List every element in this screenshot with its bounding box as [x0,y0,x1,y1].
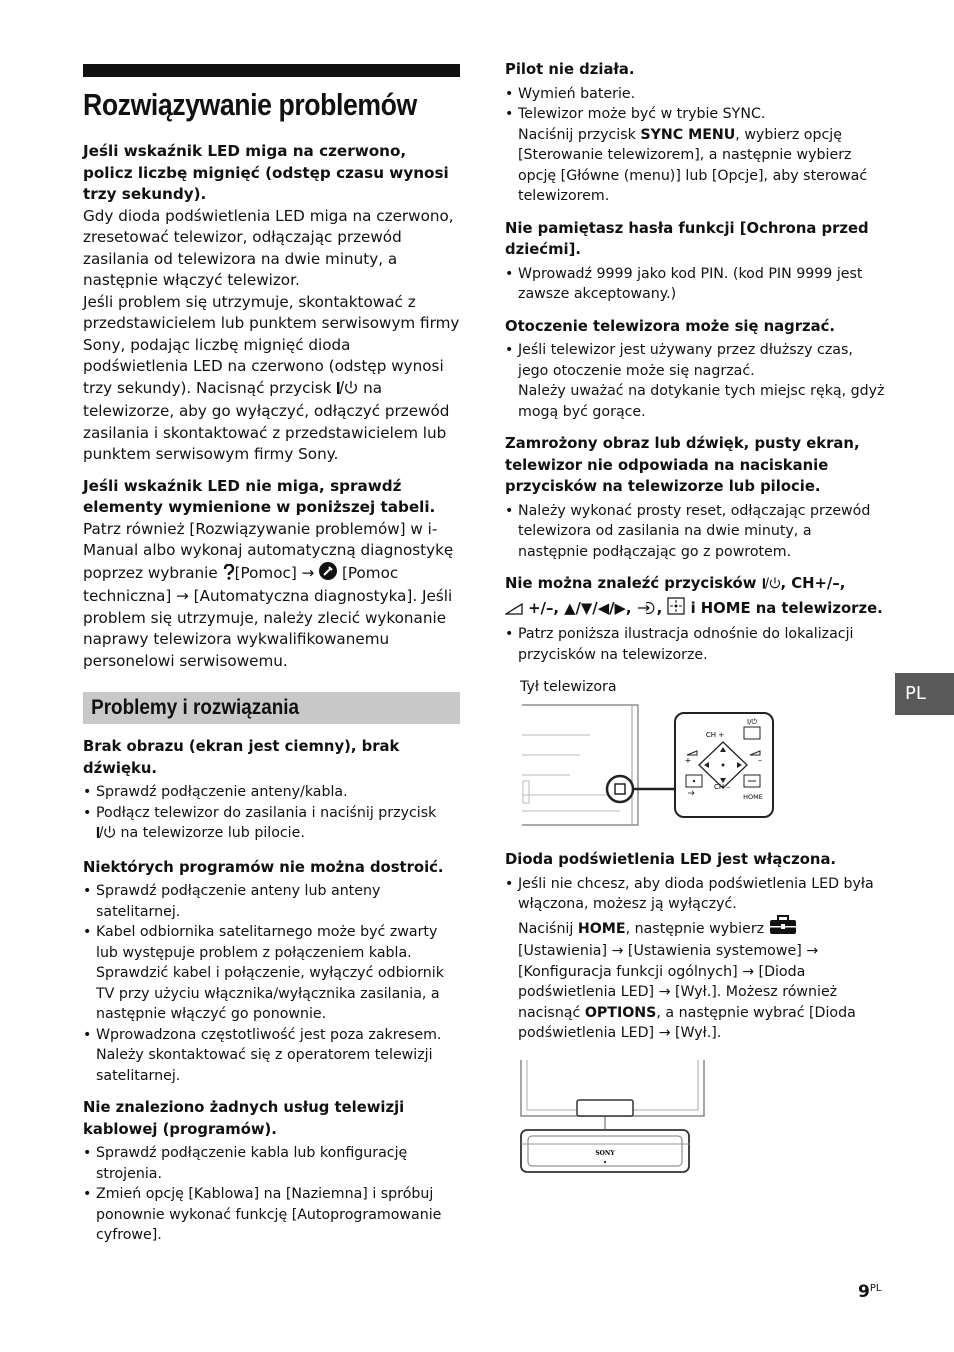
problem-no-picture [83,736,460,846]
power-icon [96,825,116,846]
intro1-body-b: Jeśli problem się utrzymuje, skontaktować z przedstawicielem lub punktem serwisowym firmy Sony, podając liczbę mignięć dioda podświetlenia LED na czerwono (odstęp wynosi trzy sekundy). Nacisnąć przycisk na telewizorze, aby go wyłączyć, odłączyć przewód zasilania i skontaktować z przedstawicielem lub punktem serwisowym firmy Sony. [83,292,460,463]
problem-cable [83,1097,460,1246]
toolbox-icon [769,915,797,942]
help-icon [223,564,235,587]
list-item: • Wymień baterie. [505,84,885,105]
problem-frozen [505,433,885,562]
tv-back-panel [522,705,638,825]
q2-heading: Niektórych programów nie można dostroić. [83,858,444,876]
tv-front-diagram [519,1058,709,1178]
tv-rear-diagram [520,701,800,831]
home-button-label: HOME [577,920,626,937]
power-icon [336,380,358,402]
list-item: • Sprawdź podłączenie anteny lub anteny satelitarnej. [83,881,460,922]
sony-logo: SONY [595,1149,615,1157]
page-number: $9^{PL}$ [858,1282,882,1302]
list-item: • Kabel odbiornika satelitarnego może być zwarty lub występuje problem z połączeniem kabla. Sprawdzić kabel i połączenie, wyłączyć odbiornik TV przy użyciu włącznika/wyłącznika zasilania, a następnie włączyć go ponownie. [83,922,460,1025]
list-item: • Jeśli telewizor jest używany przez dłuższy czas, jego otoczenie może się nagrzać. Należy uważać na dotykanie tych miejsc ręką, gdyż mogą być gorące. [505,340,885,422]
intro1-heading: Jeśli wskaźnik LED miga na czerwono, policz liczbę mignięć (odstęp czasu wynosi trzy sekundy). [83,142,449,203]
select-icon [667,597,685,622]
ch-plus-label: CH + [705,731,725,739]
q1-heading: Brak obrazu (ekran jest ciemny), brak dźwięku. [83,738,400,777]
intro2-body: Patrz również [Rozwiązywanie problemów] w i-Manual albo wykonaj automatyczną diagnostykę poprzez wybranie [Pomoc] → [Pomoc techniczna] → [Automatyczna diagnostyka]. Jeśli problem się utrzymuje, należy zlecić wykonanie naprawy telewizora wykwalifikowanemu personelowi serwisowemu. [83,519,454,670]
r1-heading: Pilot nie działa. [505,61,635,78]
q3-heading: Nie znaleziono żadnych usług telewizji kablowej (programów). [83,1099,405,1138]
ch-minus-label: CH – [714,783,730,791]
vol-minus-label: – [758,756,762,765]
vol-plus-label: + [684,756,692,765]
title-rule [83,64,460,77]
problem-remote [505,59,885,207]
problem-password [505,218,885,305]
problem-led [505,849,885,1044]
svg-text:I/⏻: I/⏻ [747,718,757,726]
right-column [505,59,885,1178]
r6-heading: Dioda podświetlenia LED jest włączona. [505,851,837,868]
intro1-body-a: Gdy dioda podświetlenia LED miga na czerwono, zresetować telewizor, odłączając przewód zasilania od telewizora na dwie minuty, a następnie włączyć telewizor. [83,206,454,289]
support-icon [319,562,337,587]
r4-heading: Zamrożony obraz lub dźwięk, pusty ekran, telewizor nie odpowiada na naciskanie przycisków na telewizorze lub pilocie. [505,435,860,495]
list-item: • Sprawdź podłączenie kabla lub konfigurację strojenia. [83,1143,460,1184]
r5-heading: Nie można znaleźć przycisków , CH+/–, +/–, ▲/▼/◀/▶, , i HOME na telewizorze. [505,573,885,621]
left-column [83,64,460,1257]
button-panel [675,713,773,817]
volume-icon [505,600,523,622]
r3-heading: Otoczenie telewizora może się nagrzać. [505,317,836,335]
section-band: Problemy i rozwiązania [83,692,460,724]
page-title: Rozwiązywanie problemów [83,87,417,122]
home-label: HOME [743,793,763,801]
list-item: • Patrz poniższa ilustracja odnośnie do lokalizacji przycisków na telewizorze. [505,624,885,665]
list-item: • Jeśli nie chcesz, aby dioda podświetlenia LED była włączona, możesz ją wyłączyć. Naciśnij HOME, następnie wybierz [Ustawienia] → [Ustawienia systemowe] → [Konfiguracja funkcji ogólnych] → [Dioda podświetlenia LED] → [Wył.]. Możesz również nacisnąć OPTIONS, a następnie wybrać [Dioda podświetlenia LED] → [Wył.]. [505,874,885,1044]
list-item: • Wprowadź 9999 jako kod PIN. (kod PIN 9999 jest zawsze akceptowany.) [505,264,885,305]
problem-buttons [505,573,885,665]
options-button-label: OPTIONS [584,1004,657,1021]
list-item: • Podłącz telewizor do zasilania i naciśnij przycisk na telewizorze lub pilocie. [83,803,460,846]
problem-tuning [83,857,460,1087]
list-item: • Należy wykonać prosty reset, odłączając przewód telewizora od zasilania na dwie minuty, a następnie podłączając go z powrotem. [505,501,885,563]
language-tab: PL [895,673,954,715]
r2-heading: Nie pamiętasz hasła funkcji [Ochrona przed dziećmi]. [505,219,869,258]
page-suffix: PL [869,1283,882,1294]
problem-heat [505,316,885,423]
power-icon [762,575,781,597]
intro2-heading: Jeśli wskaźnik LED nie miga, sprawdź elementy wymienione w poniższej tabeli. [83,476,436,516]
input-icon [637,600,657,622]
list-item: • Wprowadzona częstotliwość jest poza zakresem. Należy skontaktować się z operatorem telewizji satelitarnej. [83,1025,460,1087]
sync-menu-label: SYNC MENU [640,126,736,143]
list-item: • Zmień opcję [Kablowa] na [Naziemna] i spróbuj ponownie wykonać funkcję [Autoprogramowanie cyfrowe]. [83,1184,460,1246]
diagram-label: Tył telewizora [520,679,617,695]
list-item: • Sprawdź podłączenie anteny/kabla. [83,782,460,803]
list-item: • Telewizor może być w trybie SYNC. Naciśnij przycisk SYNC MENU, wybierz opcję [Sterowanie telewizorem], a następnie wybierz opcję [Główne (menu)] lub [Opcje], aby sterować telewizorem. [505,104,885,207]
